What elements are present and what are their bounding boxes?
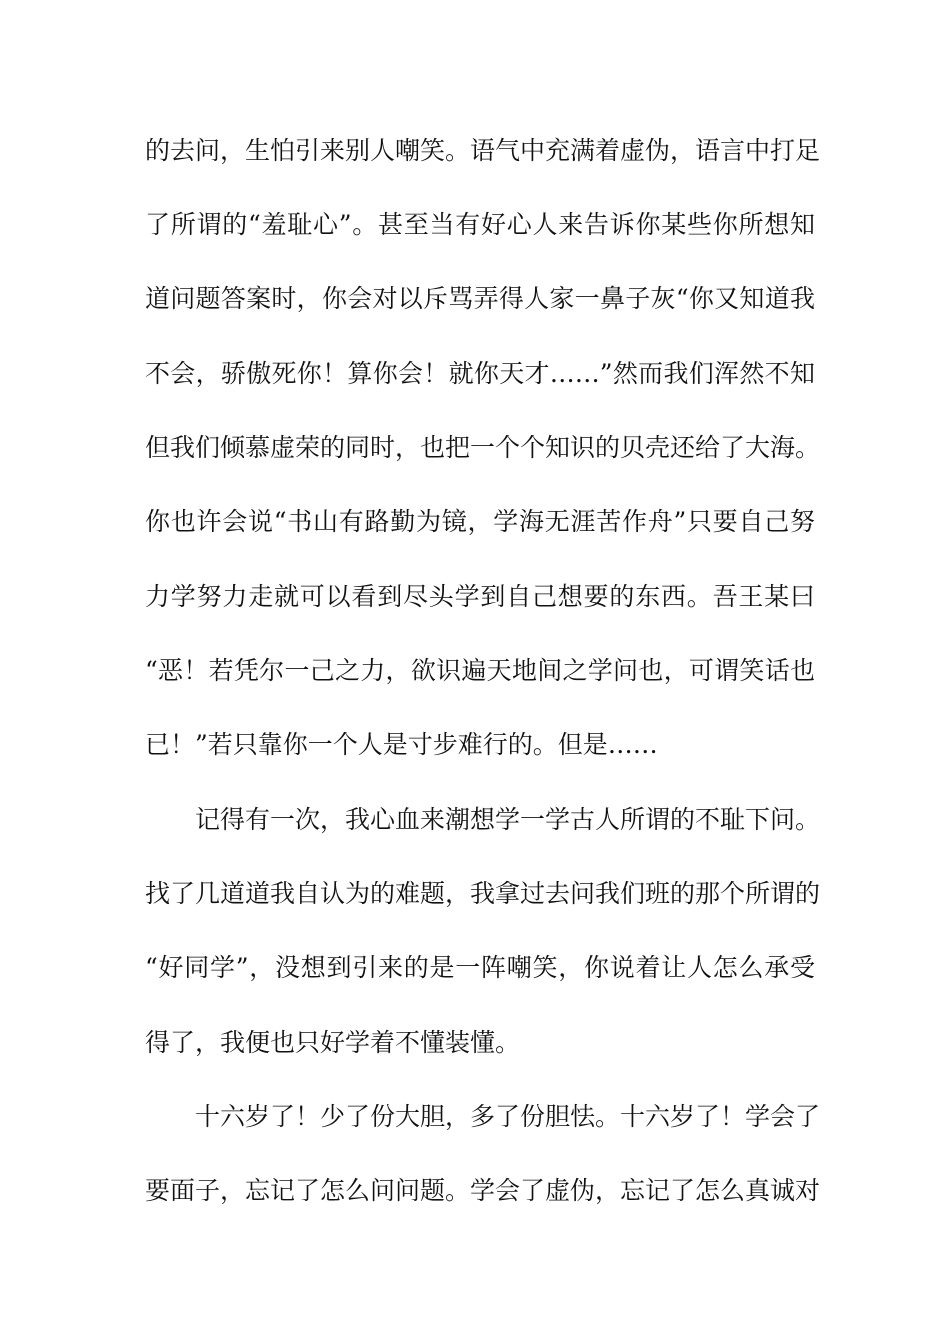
text-line: 你也许会说“书山有路勤为镜，学海无涯苦作舟”只要自己努 bbox=[145, 507, 815, 536]
text-line: “好同学”，没想到引来的是一阵嘲笑，你说着让人怎么承受 bbox=[145, 953, 815, 982]
text-line: 了所谓的“羞耻心”。甚至当有好心人来告诉你某些你所想知 bbox=[145, 210, 815, 239]
paragraph-start-line: 十六岁了！少了份大胆，多了份胆怯。十六岁了！学会了 bbox=[195, 1102, 821, 1131]
text-line: 力学努力走就可以看到尽头学到自己想要的东西。吾王某曰 bbox=[145, 582, 815, 611]
text-line: 找了几道道我自认为的难题，我拿过去问我们班的那个所谓的 bbox=[145, 879, 821, 908]
text-line: 要面子，忘记了怎么问问题。学会了虚伪，忘记了怎么真诚对 bbox=[145, 1176, 821, 1205]
text-line: 不会，骄傲死你！算你会！就你天才……”然而我们浑然不知 bbox=[145, 359, 815, 388]
text-line: 道问题答案时，你会对以斥骂弄得人家一鼻子灰“你又知道我 bbox=[145, 284, 815, 313]
paragraph-start-line: 记得有一次，我心血来潮想学一学古人所谓的不耻下问。 bbox=[195, 805, 821, 834]
text-line: 的去问，生怕引来别人嘲笑。语气中充满着虚伪，语言中打足 bbox=[145, 136, 821, 165]
text-line: 但我们倾慕虚荣的同时，也把一个个知识的贝壳还给了大海。 bbox=[145, 433, 821, 462]
text-line: 已！”若只靠你一个人是寸步难行的。但是…… bbox=[145, 730, 658, 759]
text-line: “恶！若凭尔一己之力，欲识遍天地间之学问也，可谓笑话也 bbox=[145, 656, 815, 685]
text-line: 得了，我便也只好学着不懂装懂。 bbox=[145, 1028, 521, 1057]
